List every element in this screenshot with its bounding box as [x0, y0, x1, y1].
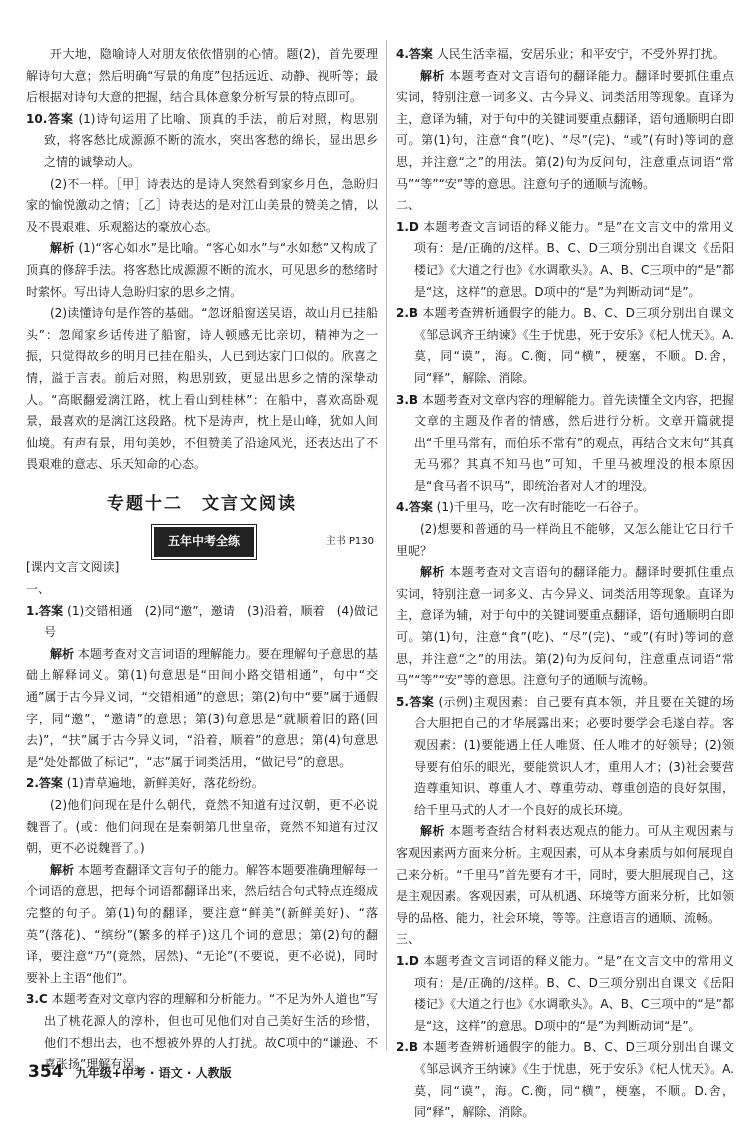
q10-answer-text: (1)诗句运用了比喻、顶真的手法，前后对照，构思别致，将客愁比成源源不断的流水，突出客愁的绵长，显出思乡之情的诚挚动人。	[44, 111, 378, 169]
q2-answer-2: (2)他们问现在是什么朝代，竟然不知道有过汉朝，更不必说魏晋了。(或：他们问现在是秦朝第几世皇帝，竟然不知道有过汉朝，更不必说魏晋了。)	[26, 798, 378, 856]
r-q4-analysis-text: 本题考查对文言语句的翻译能力。翻译时要抓住重点实词，特别注意一词多义、古今异义、词类活用等现象。直译为主，意译为辅，对于句中的关键词要重点翻译，语句通顺明白即可。第(1)句，注意“食”(吃)、“尽”(完)、“或”(有时)等词的意思，并注意“之”的用法。第(2)句为反问句，注意重点词语“常马”“等”“安”等的意思。注意句子的通顺与流畅。	[396, 68, 734, 191]
p3-q1-text: 本题考查文言词语的释义能力。“是”在文言文中的常用义项有：是/正确的/这样。B、C、D三项分别出自课文《岳阳楼记》《大道之行也》《水调歌头》。A、B、C三项中的“是”都是“这，这样”的意思。D项中的“是”为判断动词“是”。	[414, 953, 734, 1033]
intro-text: 开大地，隐喻诗人对朋友依依惜别的心情。题(2)，首先要理解诗句大意；然后明确“写景的角度”包括远近、动静、视听等；最后根据对诗句大意的把握，结合具体意象分析写景的特点即可。	[26, 47, 378, 105]
q1-analysis-text: 本题考查对文言词语的理解能力。要在理解句子意思的基础上解释词义。第(1)句意思是“田间小路交错相通”，句中“交通”属于古今异义词，“交错相通”的意思；第(2)句中“要”属于通假字，同“邀”，“邀请”的意思；第(3)句意思是“就顺着旧的路(回去)”，“扶”属于古今异义词，“沿着，顺着”的意思；第(4)句意思是“处处都做了标记”，“志”属于词类活用，“做记号”的意思。	[26, 646, 378, 769]
q2-label: 2.答案	[26, 776, 63, 791]
book-reference: 主书 P130	[325, 536, 374, 548]
part-one-label: 一、	[26, 582, 51, 597]
q3-text: 本题考查对文章内容的理解和分析能力。“不足为外人道也”写出了桃花源人的淳朴，但也可见他们对自己美好生活的珍惜，他们不想出去，也不想被外界的人打扰。故C项中的“谦逊、不喜张扬”理解有误。	[44, 992, 378, 1072]
p3-q2	[396, 1037, 734, 1123]
part-three-label: 三、	[396, 932, 421, 947]
footer-label: 九年级+中考 · 语文 · 人教版	[75, 1066, 232, 1080]
r-q4-answer	[396, 44, 734, 66]
q10-analysis-1	[26, 238, 378, 303]
q1-jx-label: 解析	[50, 646, 75, 661]
p2-q2-label: 2.B	[396, 306, 419, 321]
p2-q4-analysis-text: 本题考查对文言语句的翻译能力。翻译时要抓住重点实词，特别注意一词多义、古今异义、词类活用等现象。直译为主，意译为辅，对于句中的关键词要重点翻译，语句通顺明白即可。第(1)句，注意“食”(吃)、“尽”(完)、“或”(有时)等词的意思，并注意“之”的用法。第(2)句为反问句，注意重点词语“常马”“等”“安”等的意思。注意句子的通顺与流畅。	[396, 565, 734, 688]
q1-answer	[26, 601, 378, 644]
p2-q1	[396, 217, 734, 303]
banner: 五年中考全练	[154, 527, 254, 557]
p2-q5-label: 5.答案	[396, 694, 435, 709]
q2-analysis-text: 本题考查翻译文言句子的能力。解答本题要准确理解每一个词语的意思，把每个词语都翻译出来，然后结合句式特点连缀成完整的句子。第(1)句的翻译，要注意“鲜美”(新鲜美好)、“落英”(落花)、“缤纷”(繁多的样子)这几个词的意思；第(2)句的翻译，要注意“乃”(竟然，居然)、“无论”(不要说，更不必说)，同时要补上主语“他们”。	[26, 862, 378, 985]
banner-row	[26, 525, 378, 551]
right-column	[396, 44, 734, 1124]
q1-answer-text: (1)交错相通 (2)同“邀”，邀请 (3)沿着，顺着 (4)做记号	[44, 603, 378, 640]
p3-q2-text: 本题考查辨析通假字的能力。B、C、D三项分别出自课文《邹忌讽齐王纳谏》《生于忧患，死于安乐》《杞人忧天》。A.莫，同“谟”，海。C.衡，同“横”，梗塞，不顺。D.舍，同“释”，解除、消除。	[414, 1040, 734, 1120]
subhead: [课内文言文阅读]	[26, 560, 120, 575]
p2-q4-answer-1	[396, 497, 734, 519]
p2-q4-answer-2: (2)想要和普通的马一样尚且不能够，又怎么能让它日行千里呢？	[396, 522, 734, 558]
p2-q2-text: 本题考查辨析通假字的能力。B、C、D三项分别出自课文《邹忌讽齐王纳谏》《生于忧患，死于安乐》《杞人忧天》。A.莫，同“谟”，海。C.衡，同“横”，梗塞，不顺。D.舍，同“释”，解除、消除。	[414, 306, 734, 385]
r-q4-jx-label: 解析	[420, 68, 445, 83]
p2-q4-jx-label: 解析	[420, 565, 445, 580]
q2-jx-label: 解析	[50, 862, 75, 877]
left-column	[26, 44, 378, 1076]
p2-q4-analysis	[396, 562, 734, 692]
p3-q1	[396, 951, 734, 1037]
p2-q2	[396, 303, 734, 389]
p2-q4-label: 4.答案	[396, 500, 433, 515]
p2-q5-analysis-text: 本题考查结合材料表达观点的能力。可从主观因素与客观因素两方面来分析。主观因素，可从本身素质与如何展现自己来分析。“千里马”首先要有才干，同时，要大胆展现自己，这是主观因素。客观因素，可从机遇、环境等方面来分析，比如领导的品格、能力，社会环境，等等。注意语言的通顺、流畅。	[396, 824, 734, 925]
q3-label: 3.C	[26, 992, 48, 1007]
q10-analysis-text: (1)“客心如水”是比喻。“客心如水”与“水如愁”又构成了顶真的修辞手法。将客愁比成源源不断的流水，可见思乡的愁绪时时萦怀。写出诗人急盼归家的思乡之情。	[26, 241, 378, 299]
p2-q4-answer-text: (1)千里马，吃一次有时能吃一石谷子。	[436, 500, 646, 515]
p2-q3	[396, 390, 734, 498]
p2-q3-text: 本题考查对文章内容的理解能力。首先读懂全文内容，把握文章的主题及作者的情感，然后进行分析。文章开篇就提出“千里马常有，而伯乐不常有”的观点，再结合文末句“其真无马邪？其真不知马也”可知，千里马被埋没的根本原因是“食马者不识马”，即统治者对人才的埋没。	[414, 392, 734, 493]
section-title: 专题十二 文言文阅读	[107, 493, 297, 514]
column-divider	[386, 40, 387, 1050]
q10-answer-1	[26, 109, 378, 174]
p2-q5-answer	[396, 692, 734, 822]
p2-q5-jx-label: 解析	[420, 824, 445, 839]
q1-label: 1.答案	[26, 603, 64, 618]
p2-q1-text: 本题考查文言词语的释义能力。“是”在文言文中的常用义项有：是/正确的/这样。B、C、D三项分别出自课文《岳阳楼记》《大道之行也》《水调歌头》。A、B、C三项中的“是”都是“这，这样”的意思。D项中的“是”为判断动词“是”。	[414, 219, 734, 299]
q10-jx-label: 解析	[50, 241, 75, 256]
q2-analysis	[26, 860, 378, 990]
p3-q2-label: 2.B	[396, 1040, 419, 1055]
p2-q1-label: 1.D	[396, 219, 419, 234]
page-number: 354	[28, 1062, 64, 1082]
p3-q1-label: 1.D	[396, 953, 419, 968]
r-q4-answer-text: 人民生活幸福，安居乐业；和平安宁，不受外界打扰。	[436, 47, 725, 61]
q10-label: 10.答案	[26, 111, 74, 126]
q2-answer-1	[26, 773, 378, 795]
q10-analysis-2: (2)读懂诗句是作答的基础。“忽讶船窗送吴语，故山月已挂船头”：忽闻家乡话传进了船窗，诗人顿感无比亲切，精神为之一振，只觉得故乡的明月已挂在船头，人已到达家门口似的。欣喜之情，溢于言表。前后对照，构思别致，更显出思乡之情的深挚动人。“高眠翻爱漓江路，枕上看山到桂林”：在船中，喜欢高卧观景，最喜欢的是漓江这段路。枕下是涛声，枕上是山峰，犹如人间仙境。有声有景，用句美妙，不但赞美了沿途风光，还表达出了不畏艰难的意志、乐天知命的心态。	[26, 306, 378, 472]
r-q4-label: 4.答案	[396, 47, 433, 61]
q1-analysis	[26, 644, 378, 774]
part-two-label: 二、	[396, 198, 421, 213]
p2-q5-analysis	[396, 821, 734, 929]
r-q4-analysis	[396, 66, 734, 196]
page-footer	[28, 1062, 232, 1082]
q10-answer-2: (2)不一样。［甲］诗表达的是诗人突然看到家乡月色，急盼归家的愉悦激动之情；［乙］诗表达的是对江山美景的赞美之情，以及不畏艰难、乐观豁达的豪放心态。	[26, 176, 378, 234]
q2-answer-text: (1)青草遍地，新鲜美好，落花纷纷。	[66, 776, 264, 791]
p2-q5-answer-text: (示例)主观因素：自己要有真本领，并且要在关键的场合大胆把自己的才华展露出来；必要时要学会毛遂自荐。客观因素：(1)要能遇上任人唯贤、任人唯才的好领导；(2)领导要有伯乐的眼光，要能赏识人才，重用人才；(3)社会要营造尊重知识、尊重人才、尊重劳动、尊重创造的良好氛围，给千里马式的人才一个良好的成长环境。	[414, 694, 734, 817]
p2-q3-label: 3.B	[396, 392, 419, 407]
